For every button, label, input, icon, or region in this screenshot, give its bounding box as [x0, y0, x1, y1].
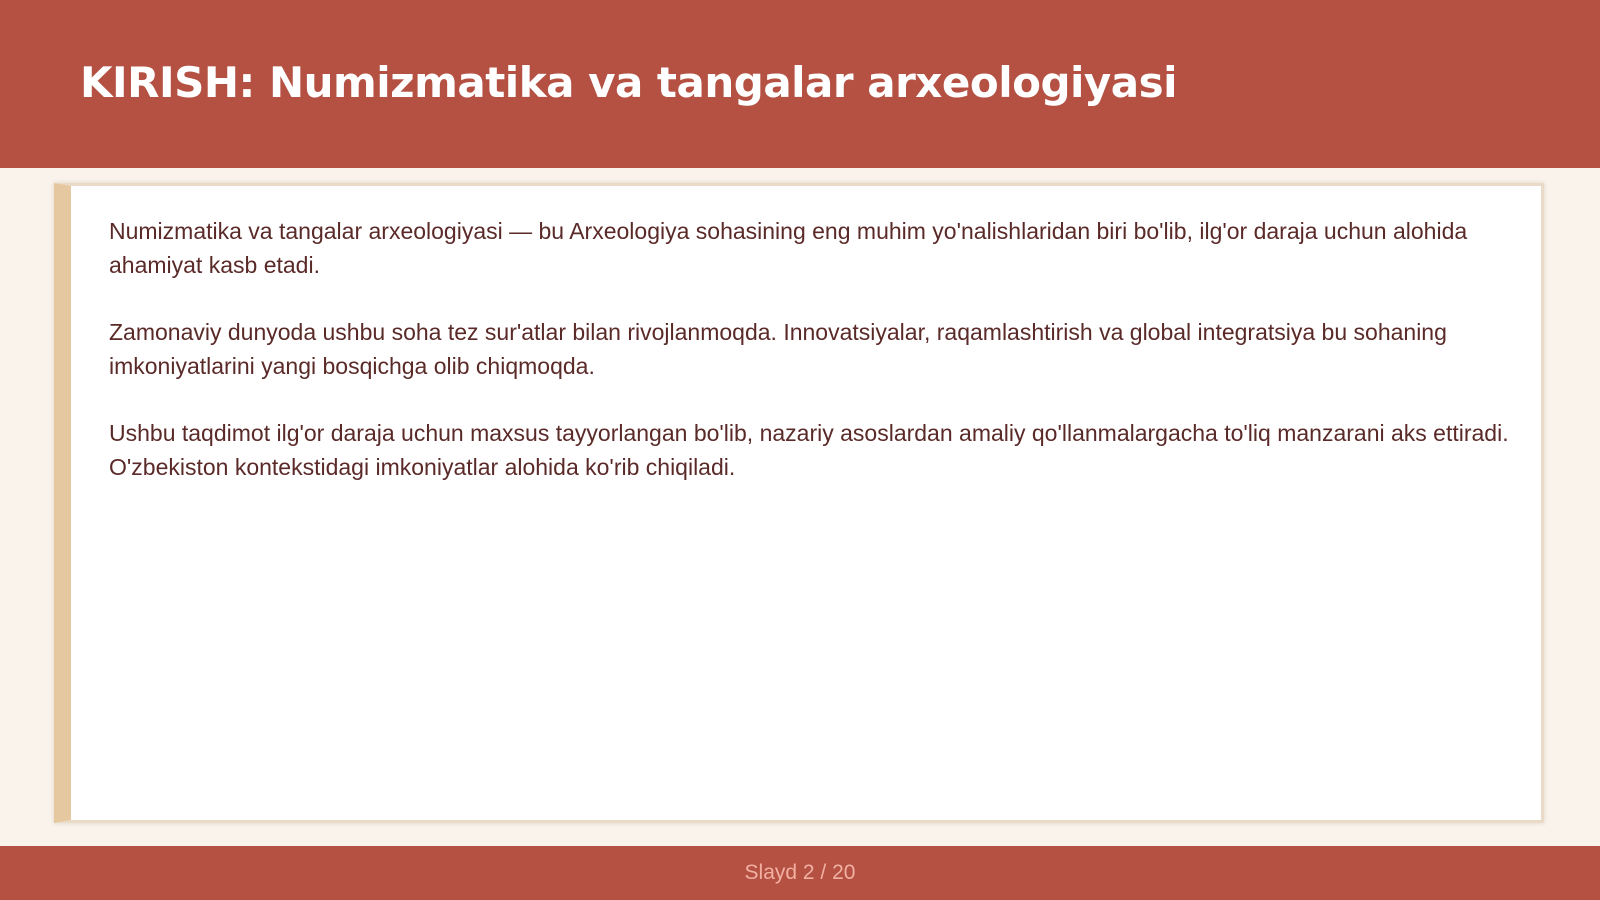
content-body: [109, 214, 1509, 517]
content-card: [54, 183, 1544, 823]
slide-title: KIRISH: Numizmatika va tangalar arxeologiyasi: [80, 58, 1178, 107]
slide-counter: Slayd 2 / 20: [744, 861, 856, 884]
paragraph-presentation-scope: Ushbu taqdimot ilg'or daraja uchun maxsus tayyorlangan bo'lib, nazariy asoslardan amaliy qo'llanmalargacha to'liq manzarani aks ettiradi. O'zbekiston kontekstidagi imkoniyatlar alohida ko'rib chiqiladi.: [109, 420, 1509, 480]
slide-header: [0, 0, 1600, 168]
paragraph-modern-world: Zamonaviy dunyoda ushbu soha tez sur'atlar bilan rivojlanmoqda. Innovatsiyalar, raqamlashtirish va global integratsiya bu sohaning imkoniyatlarini yangi bosqichga olib chiqmoqda.: [109, 319, 1447, 379]
paragraph-intro: Numizmatika va tangalar arxeologiyasi — bu Arxeologiya sohasining eng muhim yo'nalishlaridan biri bo'lib, ilg'or daraja uchun alohida ahamiyat kasb etadi.: [109, 218, 1468, 278]
slide-footer: [0, 846, 1600, 900]
